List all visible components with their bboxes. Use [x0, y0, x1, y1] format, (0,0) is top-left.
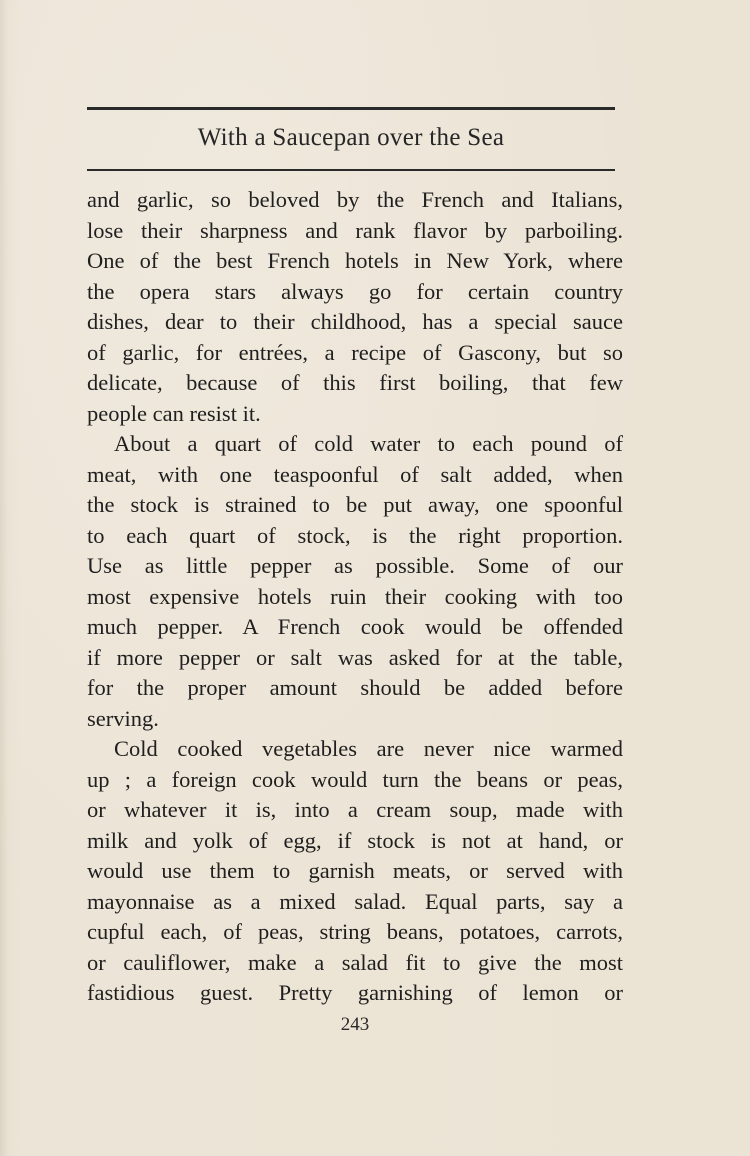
- text-line: serving.: [87, 705, 159, 731]
- body-text: [87, 185, 623, 1009]
- text-line: mayonnaise as a mixed salad. Equal parts, say a: [87, 888, 623, 914]
- text-line: or cauliflower, make a salad fit to give the most: [87, 949, 623, 975]
- text-line: Use as little pepper as possible. Some of our: [87, 553, 623, 578]
- text-line: up ; a foreign cook would turn the beans or peas,: [87, 766, 623, 792]
- text-line: most expensive hotels ruin their cooking with too: [87, 583, 623, 609]
- text-line: the stock is strained to be put away, one spoonful: [87, 492, 623, 517]
- text-line: delicate, because of this first boiling, that few: [87, 370, 623, 395]
- header-rule-top: [87, 107, 615, 110]
- text-line: of garlic, for entrées, a recipe of Gascony, but so: [87, 339, 623, 365]
- text-line: meat, with one teaspoonful of salt added, when: [87, 461, 623, 487]
- text-line: fastidious guest. Pretty garnishing of lemon or: [87, 980, 623, 1005]
- text-line: the opera stars always go for certain country: [87, 278, 623, 304]
- text-line: About a quart of cold water to each pound of: [114, 431, 623, 456]
- text-line: cupful each, of peas, string beans, potatoes, carrots,: [87, 919, 623, 944]
- text-line: if more pepper or salt was asked for at the table,: [87, 644, 623, 670]
- text-line: lose their sharpness and rank flavor by parboiling.: [87, 217, 623, 243]
- text-line: for the proper amount should be added before: [87, 675, 623, 700]
- text-line: to each quart of stock, is the right proportion.: [87, 522, 623, 548]
- text-line: much pepper. A French cook would be offended: [87, 614, 623, 639]
- text-line: milk and yolk of egg, if stock is not at hand, or: [87, 827, 623, 853]
- header-rule-bottom: [87, 169, 615, 171]
- text-line: Cold cooked vegetables are never nice warmed: [114, 736, 623, 761]
- text-line: would use them to garnish meats, or served with: [87, 858, 623, 883]
- text-line: One of the best French hotels in New York, where: [87, 248, 623, 273]
- running-head: With a Saucepan over the Sea: [197, 124, 505, 151]
- text-line: dishes, dear to their childhood, has a special sauce: [87, 309, 623, 334]
- text-line: and garlic, so beloved by the French and Italians,: [87, 187, 623, 212]
- text-line: people can resist it.: [87, 400, 261, 426]
- text-line: or whatever it is, into a cream soup, made with: [87, 797, 623, 822]
- page-number: 243: [340, 1014, 370, 1035]
